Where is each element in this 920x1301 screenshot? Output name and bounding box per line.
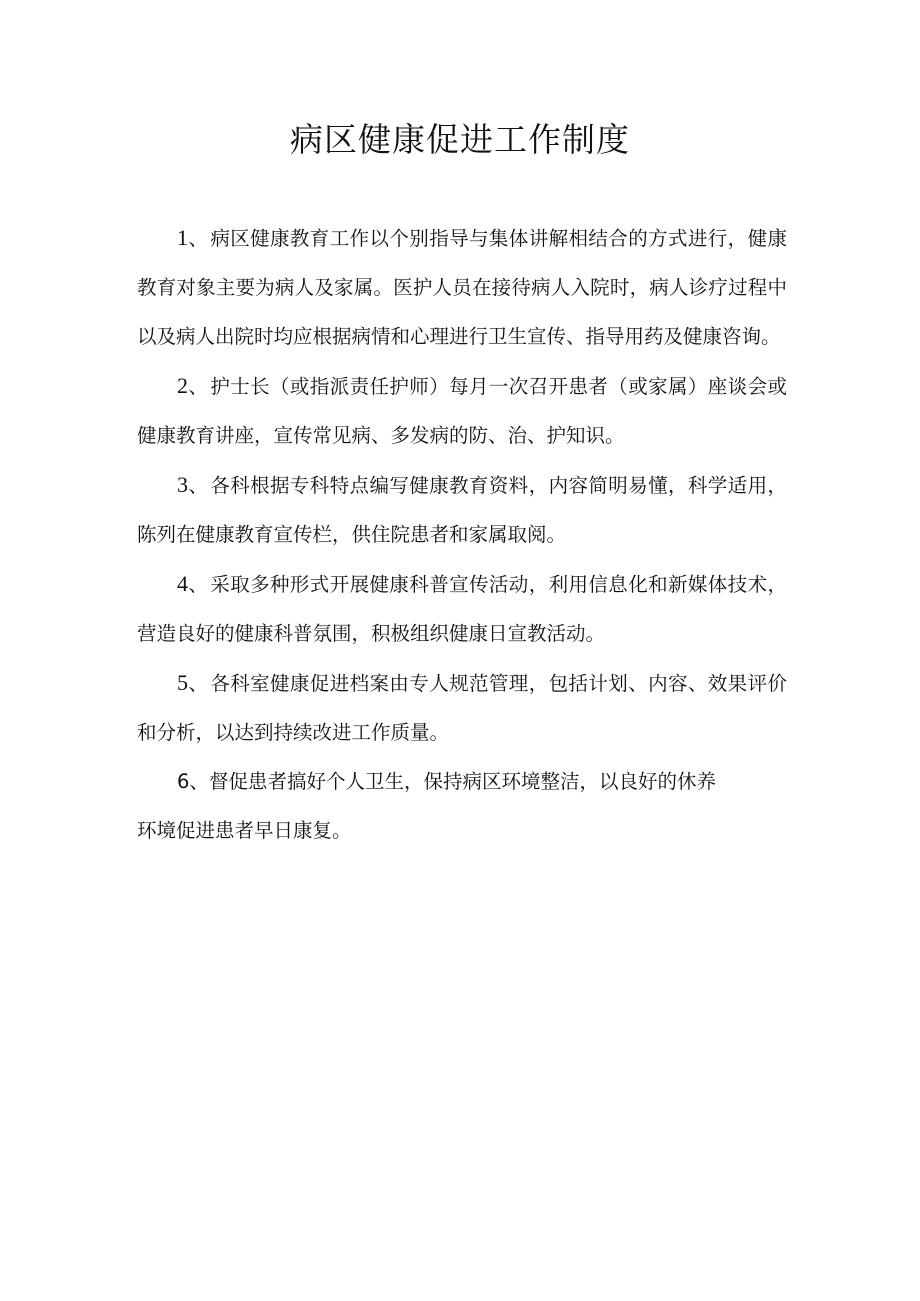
paragraph-6-continuation	[137, 806, 787, 855]
paragraph-text-line-2: 环境促进患者早日康复。	[137, 819, 352, 842]
paragraph-text: 采取多种形式开展健康科普宣传活动，利用信息化和新媒体技术，营造良好的健康科普氛围，积极组织健康日宣教活动。	[137, 573, 787, 645]
paragraph-text: 各科室健康促进档案由专人规范管理，包括计划、内容、效果评价和分析，以达到持续改进工作质量。	[137, 672, 787, 744]
paragraph-text: 护士长（或指派责任护师）每月一次召开患者（或家属）座谈会或健康教育讲座，宣传常见病、多发病的防、治、护知识。	[137, 375, 787, 447]
paragraph-4	[137, 559, 787, 658]
paragraph-separator: 、	[188, 474, 209, 497]
paragraph-3	[137, 460, 787, 559]
paragraph-separator: 、	[188, 573, 209, 596]
paragraph-number: 4	[177, 571, 188, 596]
paragraph-number: 2	[177, 373, 188, 398]
paragraph-separator: 、	[188, 672, 209, 695]
paragraph-separator: 、	[188, 227, 209, 250]
paragraph-text: 各科根据专科特点编写健康教育资料，内容简明易懂，科学适用，陈列在健康教育宣传栏，供住院患者和家属取阅。	[137, 474, 787, 546]
paragraph-6	[137, 757, 737, 806]
paragraph-number: 1	[177, 225, 188, 250]
paragraph-number: 3	[177, 472, 188, 497]
paragraph-5	[137, 658, 787, 757]
paragraph-separator: 、	[189, 770, 209, 793]
document-title: 病区健康促进工作制度	[290, 120, 630, 159]
paragraph-text-line-1: 督促患者搞好个人卫生，保持病区环境整洁，以良好的休养	[208, 770, 716, 793]
paragraph-2	[137, 361, 787, 460]
paragraph-number: 5	[177, 670, 188, 695]
paragraph-separator: 、	[188, 375, 209, 398]
paragraph-1	[137, 213, 787, 361]
paragraph-text: 病区健康教育工作以个别指导与集体讲解相结合的方式进行，健康教育对象主要为病人及家属。医护人员在接待病人入院时，病人诊疗过程中以及病人出院时均应根据病情和心理进行卫生宣传、指导用药及健康咨询。	[137, 227, 787, 348]
paragraph-number: 6	[177, 770, 190, 793]
document-body	[137, 213, 787, 855]
